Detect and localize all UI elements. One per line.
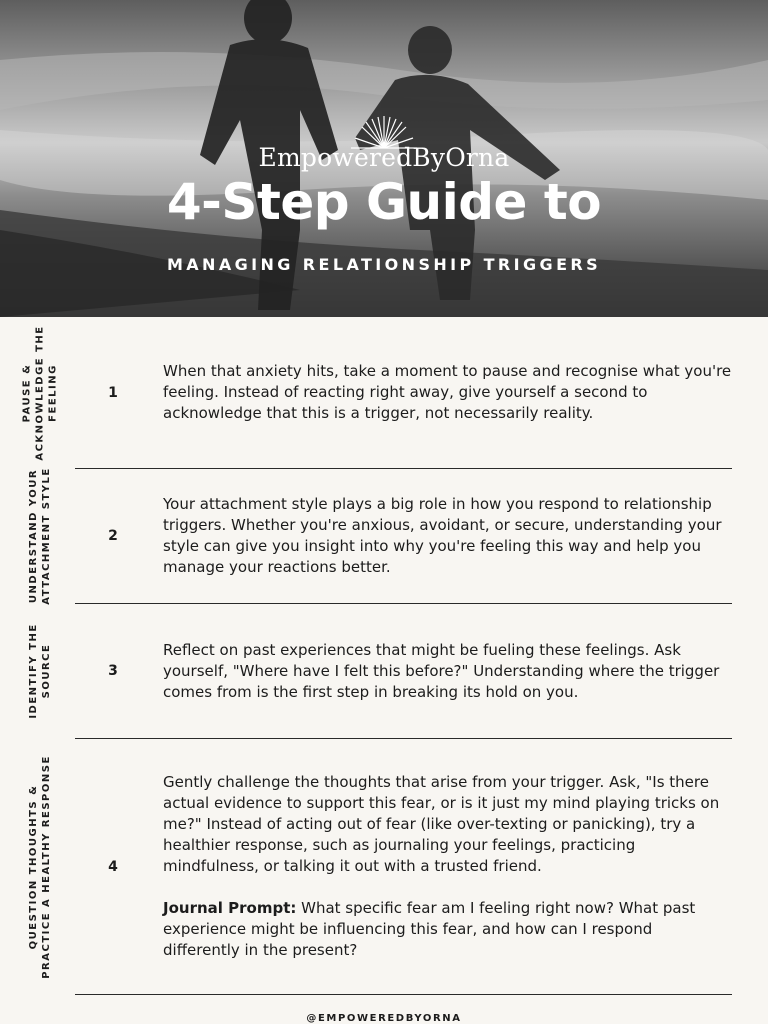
journal-prompt-text: What specific fear am I feeling right now? What past experience might be influencing this fear, and how can I respond differently in the present? xyxy=(163,899,696,959)
step-2-description: Your attachment style plays a big role in how you respond to relationship triggers. Whether you're anxious, avoidant, or secure, understanding your style can give you insight into why you're feeling this way and help you manage your reactions better. xyxy=(163,495,722,576)
step-2-number: 2 xyxy=(108,528,118,544)
step-1-side-label: PAUSE & ACKNOWLEDGE THE FEELING xyxy=(21,324,59,461)
journal-prompt-label: Journal Prompt: xyxy=(163,899,297,917)
step-4-description: Gently challenge the thoughts that arise from your trigger. Ask, "Is there actual evidence to support this fear, or is it just my mind playing tricks on me?" Instead of acting out of fear (like over-texting or panicking), try a healthier response, such as journaling your feelings, practicing mindfulness, or talking it out with a trusted friend. Journal Prompt: What specific fear am I feeling right now? What past experience might be influencing this fear, and how can I respond differently in the present? xyxy=(163,739,733,994)
step-1-number: 1 xyxy=(108,384,118,401)
step-3-number: 3 xyxy=(108,663,118,679)
step-row-1 xyxy=(0,317,768,468)
step-4-side-label: QUESTION THOUGHTS & PRACTICE A HEALTHY RESPONSE xyxy=(28,754,52,979)
divider xyxy=(75,994,732,995)
brand-name: EmpoweredByOrna xyxy=(258,143,510,172)
page-title: 4-Step Guide to xyxy=(166,173,602,231)
footer-handle: @EMPOWEREDBYORNA xyxy=(306,1013,462,1024)
step-row-4 xyxy=(0,739,768,994)
hero-banner xyxy=(0,0,768,317)
step-1-description: When that anxiety hits, take a moment to pause and recognise what you're feeling. Instead of reacting right away, give yourself a second to acknowledge that this is a trigger, not necessarily reality. xyxy=(163,362,732,422)
step-2-side-label: UNDERSTAND YOUR ATTACHMENT STYLE xyxy=(28,467,52,605)
step-3-description: Reflect on past experiences that might be fueling these feelings. Ask yourself, "Where have I felt this before?" Understanding where the trigger comes from is the first step in breaking its hold on you. xyxy=(163,640,720,701)
step-4-number: 4 xyxy=(108,858,118,875)
step-row-3 xyxy=(0,604,768,738)
step-3-side-label: IDENTIFY THE SOURCE xyxy=(28,623,52,719)
journal-prompt xyxy=(163,898,733,961)
page-subtitle: MANAGING RELATIONSHIP TRIGGERS xyxy=(166,255,602,274)
step-row-2 xyxy=(0,469,768,603)
